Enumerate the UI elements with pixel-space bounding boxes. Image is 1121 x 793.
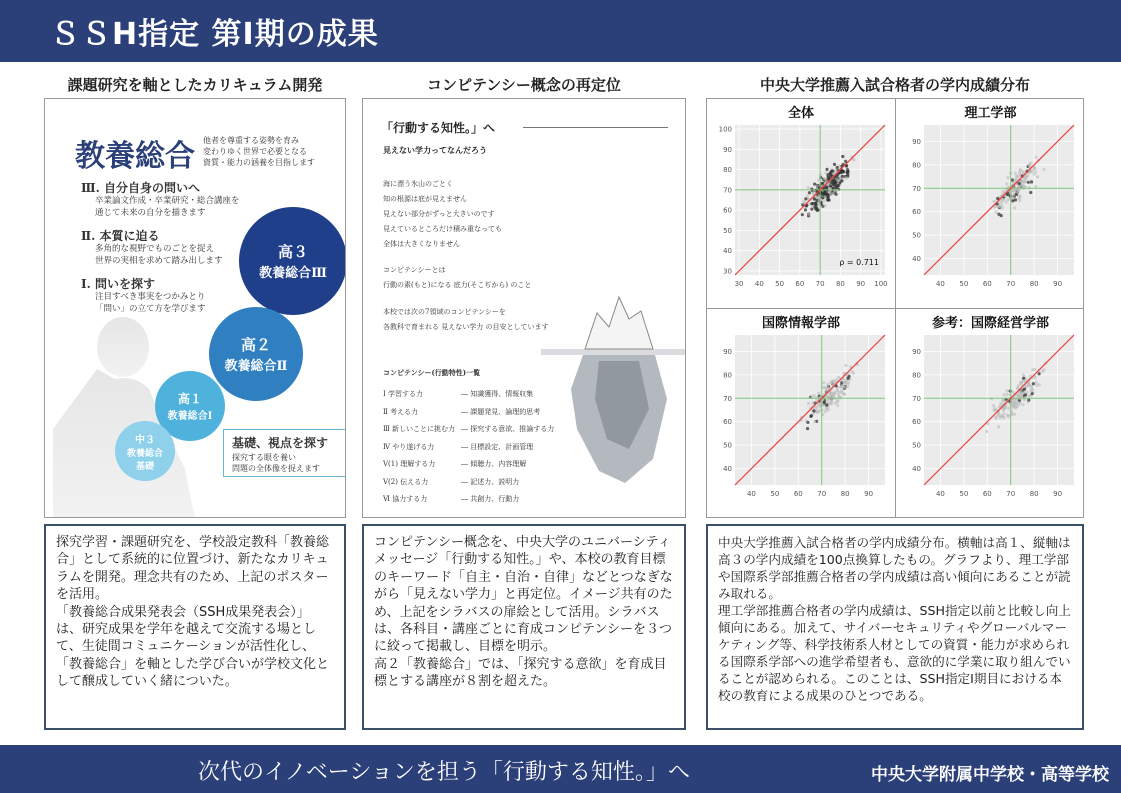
y-tick-label: 60 <box>912 208 921 217</box>
data-point <box>824 171 827 174</box>
data-point <box>1034 185 1037 188</box>
y-tick-label: 40 <box>723 247 732 256</box>
list-item <box>383 424 554 442</box>
data-point <box>992 200 995 203</box>
circle-grade-12-label: 高３ <box>277 243 308 261</box>
data-point <box>1035 155 1038 158</box>
data-point <box>1016 191 1019 194</box>
data-point <box>814 201 817 204</box>
data-point <box>840 179 843 182</box>
x-tick-label: 40 <box>746 490 756 498</box>
chart-title: 全体 <box>787 106 814 121</box>
data-point <box>1005 182 1008 185</box>
data-point <box>822 199 825 202</box>
y-tick-label: 50 <box>912 441 921 450</box>
data-point <box>1019 169 1022 172</box>
data-point <box>832 172 835 175</box>
data-point <box>1007 407 1010 410</box>
competency-desc: ― 傾聴力、内容理解 <box>461 460 527 468</box>
data-point <box>846 385 849 388</box>
data-point <box>836 404 839 407</box>
data-point <box>1017 185 1020 188</box>
x-tick-label: 30 <box>734 280 744 288</box>
competency-name: Ⅲ 新しいことに挑む力 <box>383 425 455 433</box>
data-point <box>812 409 815 412</box>
data-point <box>818 199 821 202</box>
y-tick-label: 40 <box>912 255 921 264</box>
data-point <box>807 402 810 405</box>
data-point <box>1009 389 1012 392</box>
page-title: ＳＳH指定 第Ⅰ期の成果 <box>50 17 379 52</box>
data-point <box>832 183 835 186</box>
data-point <box>1020 381 1023 384</box>
data-point <box>997 213 1000 216</box>
data-point <box>809 415 812 418</box>
data-point <box>807 213 810 216</box>
data-point <box>844 364 847 367</box>
competency-desc: ― 共創力、行動力 <box>461 495 520 503</box>
grades-description: 中央大学推薦入試合格者の学内成績分布。横軸は高１、縦軸は高３の学内成績を100点換算したもの。グラフより、理工学部や国際系学部推薦合格者の学内成績は高い傾向にあることが読み取れる。 理工学部推薦合格者の学内成績は、SSH指定以前と比較し向上傾向にある。加えて、サイバーセキュリティやグローバルマーケティング等、科学技術系人材としての資質・能力が求められる国際系学部への進学希望者も、意欲的に学業に取り組んでいることが認められる。このことは、SSH指定Ⅰ期目における本校の教育による成果のひとつである。 <box>706 524 1084 730</box>
scatter-plot <box>896 329 1084 518</box>
header-banner <box>0 0 1121 62</box>
circle-grade-11-course: 教養総合Ⅱ <box>224 359 288 374</box>
scatter-plot-grid <box>706 98 1084 518</box>
data-point <box>1018 175 1021 178</box>
x-tick-label: 90 <box>1053 490 1063 498</box>
data-point <box>826 196 829 199</box>
data-point <box>1021 403 1024 406</box>
stage-3-text: 卒業論文作成・卒業研究・総合講座を 通じて未来の自分を描きます <box>95 196 240 218</box>
data-point <box>1027 398 1030 401</box>
data-point <box>1007 198 1010 201</box>
x-tick-label: 40 <box>935 490 945 498</box>
data-point <box>834 193 837 196</box>
data-point <box>1033 167 1036 170</box>
data-point <box>1005 389 1008 392</box>
data-point <box>1021 179 1024 182</box>
y-tick-label: 60 <box>912 418 921 427</box>
chart-science-engineering <box>896 99 1084 309</box>
scatter-plot <box>707 329 896 518</box>
y-tick-label: 70 <box>912 394 921 403</box>
chart-title: 国際情報学部 <box>761 316 840 331</box>
data-point <box>807 186 810 189</box>
data-point <box>824 204 827 207</box>
stage-1-heading: Ⅰ. 問いを探す <box>81 277 155 291</box>
data-point <box>1023 379 1026 382</box>
data-point <box>1002 408 1005 411</box>
data-point <box>825 168 828 171</box>
data-point <box>843 381 846 384</box>
data-point <box>994 211 997 214</box>
curriculum-description: 探究学習・課題研究を、学校設定教科「教養総合」として系統的に位置づけ、新たなカリキュラムを開発。理念共有のため、上記のポスターを活用。 「教養総合成果発表会（SSH成果発表会）」は、研究成果を学年を越えて交流する場として、生徒間コミュニケーションが活性化し、「教養総合」を軸とした学び合いが学校文化として醸成していく緒についた。 <box>44 524 346 730</box>
competency-syllabus-page <box>362 98 686 518</box>
data-point <box>806 421 809 424</box>
data-point <box>1025 385 1028 388</box>
circle-grade-9-course: 教養総合 基礎 <box>126 448 163 472</box>
school-name: 中央大学附属中学校・高等学校 <box>871 765 1109 785</box>
x-tick-label: 40 <box>935 280 945 288</box>
data-point <box>826 383 829 386</box>
data-point <box>826 399 829 402</box>
y-tick-label: 100 <box>718 125 732 134</box>
data-point <box>801 213 804 216</box>
scatter-plot <box>707 119 896 309</box>
data-point <box>994 417 997 420</box>
data-point <box>850 370 853 373</box>
x-tick-label: 60 <box>982 280 992 288</box>
data-point <box>1015 401 1018 404</box>
list-item <box>383 477 554 495</box>
data-point <box>995 205 998 208</box>
footer-banner <box>0 745 1121 793</box>
data-point <box>846 377 849 380</box>
data-point <box>830 401 833 404</box>
list-item <box>383 442 554 460</box>
data-point <box>836 389 839 392</box>
data-point <box>1002 393 1005 396</box>
data-point <box>826 386 829 389</box>
data-point <box>827 408 830 411</box>
data-point <box>1013 413 1016 416</box>
circle-grade-9 <box>115 421 175 481</box>
data-point <box>1033 368 1036 371</box>
competency-desc: ― 探究する意欲、推論する力 <box>461 425 555 433</box>
data-point <box>815 409 818 412</box>
data-point <box>829 381 832 384</box>
data-point <box>1029 191 1032 194</box>
x-tick-label: 40 <box>754 280 764 288</box>
data-point <box>1000 414 1003 417</box>
x-tick-label: 60 <box>795 280 805 288</box>
data-point <box>1028 163 1031 166</box>
circle-grade-10-label: 高１ <box>177 392 202 406</box>
data-point <box>1001 190 1004 193</box>
data-point <box>817 392 820 395</box>
data-point <box>1002 412 1005 415</box>
y-tick-label: 90 <box>723 145 732 154</box>
data-point <box>810 208 813 211</box>
circle-grade-12-course: 教養総合Ⅲ <box>259 266 327 281</box>
data-point <box>1007 415 1010 418</box>
data-point <box>833 163 836 166</box>
data-point <box>804 197 807 200</box>
syllabus-subheading: 見えない学力ってなんだろう <box>383 146 487 155</box>
data-point <box>845 176 848 179</box>
data-point <box>811 402 814 405</box>
circle-grade-12 <box>239 207 346 315</box>
list-item <box>383 459 554 477</box>
foundation-heading: 基礎、視点を探す <box>232 436 329 450</box>
stage-2-text: 多角的な視野でものごとを捉え 世界の実相を求めて踏み出します <box>95 244 223 266</box>
x-tick-label: 70 <box>1006 490 1016 498</box>
competency-name: Ⅴ(1) 理解する力 <box>383 460 436 468</box>
circle-grade-9-label: 中３ <box>135 434 155 446</box>
competency-desc: ― 知識獲得、情報収集 <box>461 390 534 398</box>
competency-name: Ⅱ 考える力 <box>383 407 418 416</box>
data-point <box>813 182 816 185</box>
y-tick-label: 70 <box>723 394 732 403</box>
x-tick-label: 70 <box>1006 280 1016 288</box>
competency-name: Ⅴ(2) 伝える力 <box>383 477 429 486</box>
data-point <box>827 395 830 398</box>
iceberg-poem: 海に漂う氷山のごとく 知の根源は底が見えません 見えない部分がずっと大きいのです 見えているところだけ積み重なっても 全体は大きくなりません <box>383 180 502 248</box>
data-point <box>834 401 837 404</box>
correlation-label: ρ = 0.711 <box>839 258 879 267</box>
curriculum-poster <box>44 98 346 518</box>
circle-grade-11-label: 高２ <box>240 336 271 354</box>
heading-rule <box>523 127 668 128</box>
data-point <box>1016 387 1019 390</box>
data-point <box>822 401 825 404</box>
data-point <box>847 381 850 384</box>
data-point <box>1010 189 1013 192</box>
y-tick-label: 90 <box>912 137 921 146</box>
data-point <box>843 393 846 396</box>
data-point <box>1024 393 1027 396</box>
data-point <box>813 420 816 423</box>
data-point <box>1038 372 1041 375</box>
data-point <box>837 376 840 379</box>
data-point <box>841 384 844 387</box>
data-point <box>839 391 842 394</box>
data-point <box>841 175 844 178</box>
x-tick-label: 100 <box>874 280 888 288</box>
data-point <box>1000 201 1003 204</box>
x-tick-label: 60 <box>793 490 803 498</box>
x-tick-label: 80 <box>840 490 850 498</box>
x-tick-label: 80 <box>1029 490 1039 498</box>
x-tick-label: 50 <box>959 280 969 288</box>
data-point <box>1017 384 1020 387</box>
data-point <box>837 188 840 191</box>
footer-slogan: 次代のイノベーションを担う「行動する知性。」へ <box>198 760 690 785</box>
chart-overall <box>707 99 896 309</box>
data-point <box>824 195 827 198</box>
data-point <box>806 427 809 430</box>
data-point <box>1042 368 1045 371</box>
y-tick-label: 90 <box>723 347 732 356</box>
data-point <box>992 404 995 407</box>
data-point <box>997 425 1000 428</box>
data-point <box>1030 180 1033 183</box>
data-point <box>1030 169 1033 172</box>
circle-grade-10-course: 教養総合Ⅰ <box>167 411 213 422</box>
foundation-text: 探究する眼を養い 問題の全体像を捉えます <box>232 453 320 473</box>
data-point <box>1013 206 1016 209</box>
y-tick-label: 80 <box>912 371 921 380</box>
data-point <box>822 381 825 384</box>
y-tick-label: 50 <box>723 226 732 235</box>
data-point <box>832 178 835 181</box>
data-point <box>1002 416 1005 419</box>
data-point <box>836 178 839 181</box>
competency-list-title: コンピテンシー(行動特性)一覧 <box>383 368 481 377</box>
competency-note: 本校では次の7領域のコンピテンシーを 各教科で育まれる 見えない学力 の目安としています <box>383 308 549 331</box>
y-tick-label: 60 <box>723 418 732 427</box>
stage-2-heading: Ⅱ. 本質に迫る <box>81 229 160 243</box>
y-tick-label: 70 <box>723 186 732 195</box>
data-point <box>841 155 844 158</box>
y-tick-label: 50 <box>912 231 921 240</box>
data-point <box>825 403 828 406</box>
x-tick-label: 80 <box>835 280 845 288</box>
data-point <box>1043 168 1046 171</box>
data-point <box>1022 374 1025 377</box>
competency-name: Ⅰ 学習する力 <box>383 390 423 398</box>
data-point <box>806 194 809 197</box>
data-point <box>852 158 855 161</box>
data-point <box>814 207 817 210</box>
data-point <box>836 166 839 169</box>
list-item <box>383 389 554 407</box>
list-item <box>383 407 554 425</box>
x-tick-label: 70 <box>817 490 827 498</box>
data-point <box>1002 198 1005 201</box>
competency-desc: ― 課題発見、論理的思考 <box>461 407 541 416</box>
data-point <box>1006 176 1009 179</box>
scatter-plot <box>896 119 1084 309</box>
y-tick-label: 80 <box>723 166 732 175</box>
data-point <box>1032 382 1035 385</box>
y-tick-label: 40 <box>912 465 921 474</box>
data-point <box>1031 388 1034 391</box>
data-point <box>1014 405 1017 408</box>
data-point <box>836 184 839 187</box>
competency-name: Ⅵ 協力する力 <box>383 495 428 503</box>
data-point <box>1004 201 1007 204</box>
foundation-box <box>223 429 346 477</box>
data-point <box>1033 173 1036 176</box>
poster-title: 教養総合 <box>75 139 195 174</box>
competency-description: コンピテンシー概念を、中央大学のユニバーシティメッセージ「行動する知性。」や、本校の教育目標のキーワード「自主・自治・自律」などとつなぎながら「見えない学力」と再定位。イメージ共有のため、上記をシラバスの扉絵として活用。シラバスは、各科目・講座ごとに育成コンピテンシーを３つに絞って掲載し、目標を明示。 高２「教養総合」では、「探究する意欲」を育成目標とする講座が８割を超えた。 <box>362 524 686 730</box>
chart-global-management <box>896 309 1084 518</box>
x-tick-label: 80 <box>1029 280 1039 288</box>
x-tick-label: 70 <box>815 280 825 288</box>
stage-3-heading: Ⅲ. 自分自身の問いへ <box>81 181 200 195</box>
y-tick-label: 40 <box>723 465 732 474</box>
data-point <box>985 430 988 433</box>
data-point <box>1014 198 1017 201</box>
y-tick-label: 60 <box>723 206 732 215</box>
data-point <box>802 200 805 203</box>
data-point <box>1001 399 1004 402</box>
data-point <box>846 173 849 176</box>
poster-subtitle: 他者を尊重する姿勢を育み 変わりゆく世界で必要となる 資質・能力の涵養を目指します <box>203 136 315 167</box>
competency-definition: コンピテンシーとは 行動の素(もと)になる 底力(そこぢから) のこと <box>383 266 532 289</box>
chart-title: 理工学部 <box>964 106 1017 121</box>
circle-grade-11 <box>209 307 303 401</box>
x-tick-label: 50 <box>775 280 785 288</box>
chart-global-informatics <box>707 309 896 518</box>
stage-1-text: 注目すべき事実をつかみとり 「問い」の立て方を学びます <box>95 292 206 314</box>
y-tick-label: 80 <box>723 371 732 380</box>
y-tick-label: 70 <box>912 184 921 193</box>
data-point <box>836 399 839 402</box>
data-point <box>1022 185 1025 188</box>
data-point <box>1031 392 1034 395</box>
competency-list <box>383 389 554 512</box>
data-point <box>808 191 811 194</box>
x-tick-label: 50 <box>959 490 969 498</box>
data-point <box>1014 172 1017 175</box>
x-tick-label: 60 <box>982 490 992 498</box>
data-point <box>826 193 829 196</box>
data-point <box>831 192 834 195</box>
chart-title: 参考：国際経営学部 <box>931 316 1049 331</box>
column-title-grades: 中央大学推薦入試合格者の学内成績分布 <box>759 76 1030 94</box>
data-point <box>1011 199 1014 202</box>
data-point <box>997 414 1000 417</box>
competency-name: Ⅳ やり遂げる力 <box>383 442 435 451</box>
syllabus-heading: 「行動する知性。」へ <box>381 121 496 135</box>
x-tick-label: 90 <box>1053 280 1063 288</box>
x-tick-label: 50 <box>770 490 780 498</box>
data-point <box>1006 393 1009 396</box>
x-tick-label: 90 <box>864 490 874 498</box>
y-tick-label: 80 <box>912 161 921 170</box>
data-point <box>1001 206 1004 209</box>
column-title-competency: コンピテンシー概念の再定位 <box>427 76 621 94</box>
data-point <box>1036 175 1039 178</box>
y-tick-label: 30 <box>723 267 732 276</box>
data-point <box>1023 387 1026 390</box>
competency-desc: ― 目標設定、計画管理 <box>461 442 534 451</box>
competency-desc: ― 記述力、説明力 <box>461 477 520 486</box>
data-point <box>993 407 996 410</box>
data-point <box>813 198 816 201</box>
data-point <box>1035 384 1038 387</box>
data-point <box>833 391 836 394</box>
data-point <box>804 208 807 211</box>
data-point <box>1035 381 1038 384</box>
column-title-curriculum: 課題研究を軸としたカリキュラム開発 <box>67 76 323 94</box>
y-tick-label: 90 <box>912 347 921 356</box>
x-tick-label: 90 <box>856 280 866 288</box>
data-point <box>1018 197 1021 200</box>
data-point <box>990 397 993 400</box>
data-point <box>823 177 826 180</box>
y-tick-label: 50 <box>723 441 732 450</box>
list-item <box>383 494 554 512</box>
data-point <box>824 410 827 413</box>
data-point <box>1022 377 1025 380</box>
